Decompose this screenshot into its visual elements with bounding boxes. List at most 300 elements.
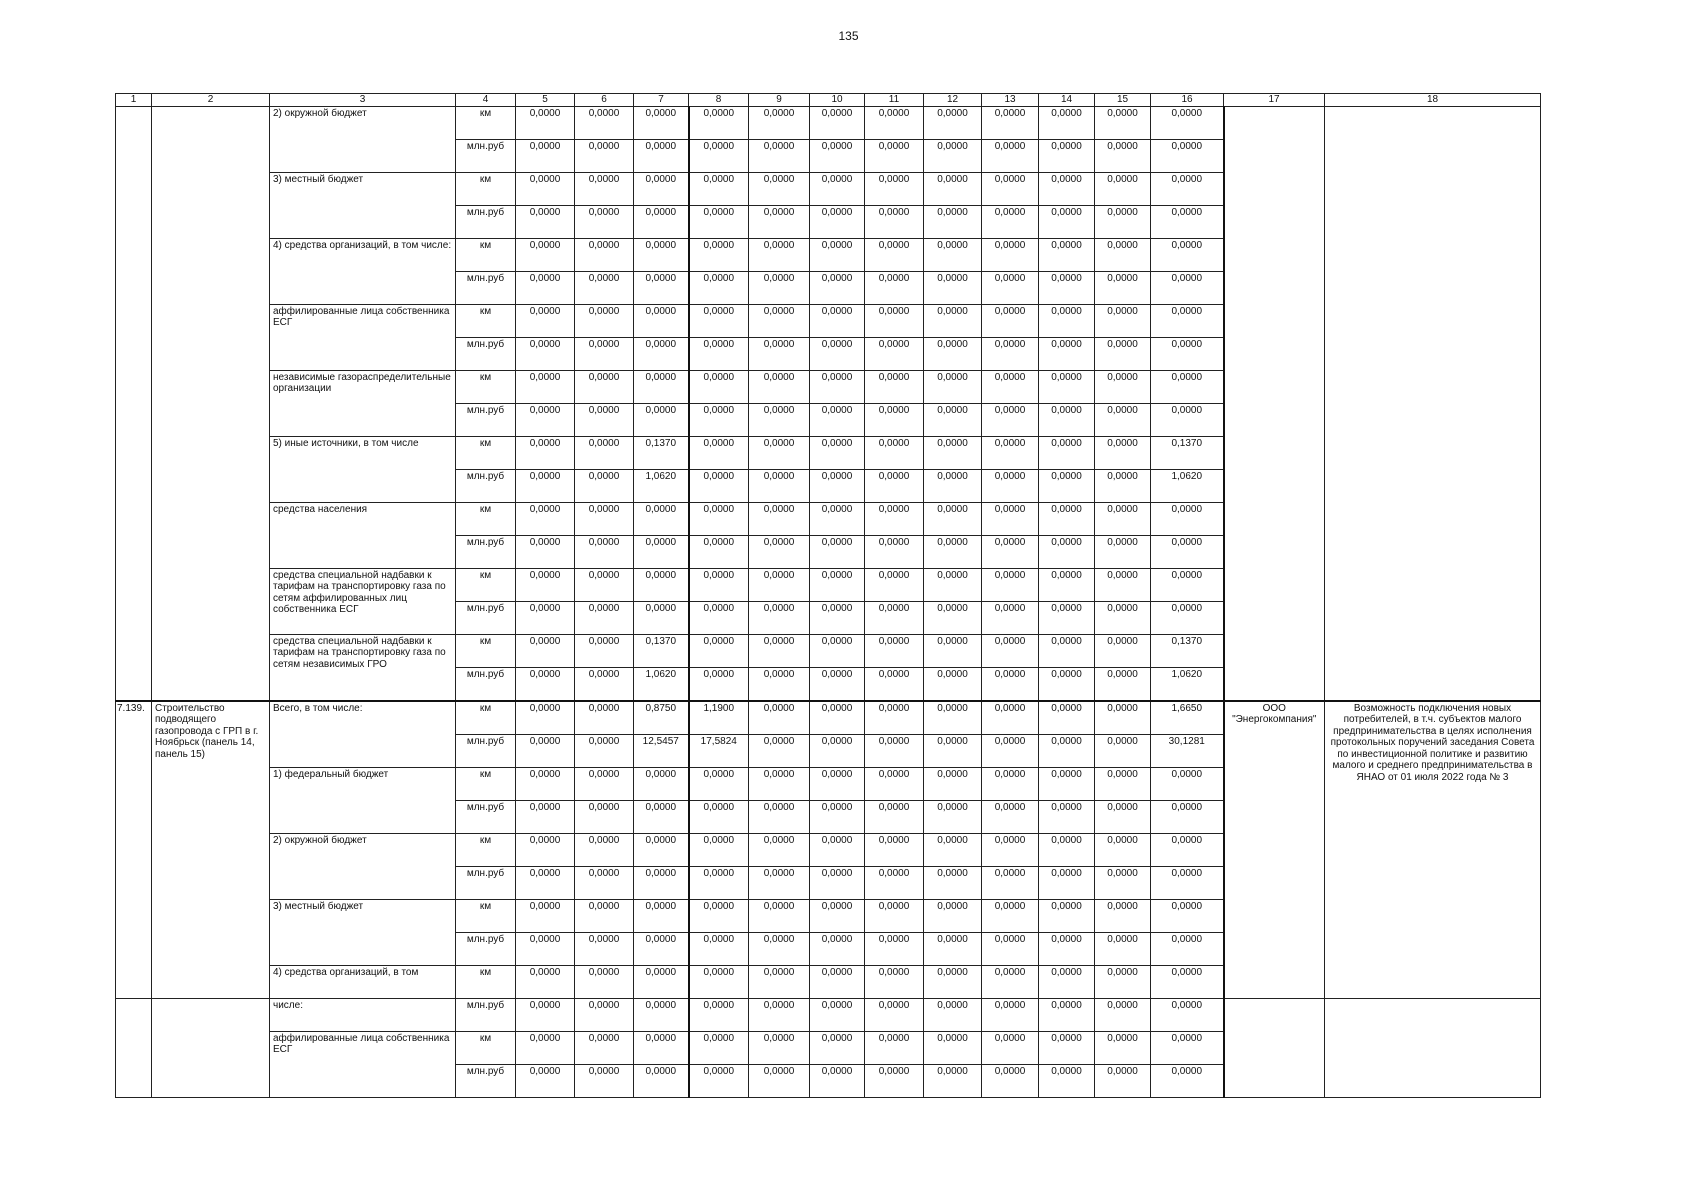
unit-cell: км <box>456 965 516 998</box>
value-cell: 0,0000 <box>1151 238 1224 271</box>
value-cell: 0,0000 <box>575 568 634 601</box>
value-cell: 0,0000 <box>634 238 689 271</box>
value-cell: 0,0000 <box>924 932 982 965</box>
value-cell: 0,0000 <box>982 106 1039 139</box>
value-cell: 0,0000 <box>634 833 689 866</box>
value-cell: 30,1281 <box>1151 734 1224 767</box>
value-cell: 0,0000 <box>1039 701 1095 735</box>
name-cell-empty <box>152 106 270 701</box>
value-cell: 0,0000 <box>1151 271 1224 304</box>
unit-cell: млн.руб <box>456 469 516 502</box>
value-cell: 0,0000 <box>810 205 865 238</box>
source-label: 4) средства организаций, в том числе: <box>270 238 456 304</box>
value-cell: 0,0000 <box>634 1031 689 1064</box>
unit-cell: км <box>456 701 516 735</box>
value-cell: 0,0000 <box>749 899 810 932</box>
unit-cell: млн.руб <box>456 535 516 568</box>
value-cell: 0,0000 <box>1151 601 1224 634</box>
value-cell: 0,8750 <box>634 701 689 735</box>
value-cell: 0,0000 <box>865 899 924 932</box>
value-cell: 0,0000 <box>810 106 865 139</box>
name-cell-empty <box>152 998 270 1097</box>
value-cell: 0,0000 <box>810 701 865 735</box>
value-cell: 0,0000 <box>1095 601 1151 634</box>
value-cell: 0,0000 <box>1151 998 1224 1031</box>
value-cell: 1,0620 <box>1151 667 1224 701</box>
value-cell: 0,0000 <box>1039 436 1095 469</box>
value-cell: 0,0000 <box>865 634 924 667</box>
value-cell: 0,0000 <box>924 436 982 469</box>
column-number: 4 <box>456 94 516 107</box>
source-label: 4) средства организаций, в том <box>270 965 456 998</box>
value-cell: 0,0000 <box>749 172 810 205</box>
note-cell-empty <box>1325 106 1541 701</box>
unit-cell: км <box>456 568 516 601</box>
value-cell: 0,0000 <box>1151 1031 1224 1064</box>
value-cell: 0,0000 <box>1095 833 1151 866</box>
unit-cell: км <box>456 436 516 469</box>
value-cell: 0,0000 <box>1095 899 1151 932</box>
value-cell: 0,0000 <box>575 337 634 370</box>
value-cell: 0,0000 <box>516 370 575 403</box>
value-cell: 0,0000 <box>924 238 982 271</box>
value-cell: 0,0000 <box>810 833 865 866</box>
value-cell: 0,0000 <box>924 370 982 403</box>
value-cell: 0,0000 <box>1151 899 1224 932</box>
value-cell: 0,0000 <box>810 436 865 469</box>
value-cell: 0,0000 <box>1151 866 1224 899</box>
value-cell: 0,0000 <box>810 634 865 667</box>
column-number: 5 <box>516 94 575 107</box>
unit-cell: млн.руб <box>456 734 516 767</box>
value-cell: 0,0000 <box>1151 205 1224 238</box>
unit-cell: км <box>456 502 516 535</box>
value-cell: 0,0000 <box>516 965 575 998</box>
value-cell: 0,0000 <box>1151 767 1224 800</box>
value-cell: 0,0000 <box>1095 734 1151 767</box>
value-cell: 0,0000 <box>689 998 749 1031</box>
unit-cell: км <box>456 370 516 403</box>
value-cell: 0,0000 <box>516 238 575 271</box>
value-cell: 0,0000 <box>634 866 689 899</box>
value-cell: 0,0000 <box>1039 205 1095 238</box>
item-index: 7.139. <box>116 701 152 999</box>
column-number: 10 <box>810 94 865 107</box>
value-cell: 0,0000 <box>634 502 689 535</box>
value-cell: 0,0000 <box>575 767 634 800</box>
value-cell: 0,0000 <box>982 767 1039 800</box>
value-cell: 0,0000 <box>689 469 749 502</box>
value-cell: 0,0000 <box>982 833 1039 866</box>
column-number: 17 <box>1224 94 1325 107</box>
value-cell: 0,0000 <box>865 667 924 701</box>
value-cell: 0,0000 <box>924 568 982 601</box>
executor-cell-empty <box>1224 998 1325 1097</box>
value-cell: 0,0000 <box>516 337 575 370</box>
value-cell: 0,0000 <box>865 998 924 1031</box>
value-cell: 0,0000 <box>865 436 924 469</box>
value-cell: 0,0000 <box>924 634 982 667</box>
value-cell: 0,0000 <box>749 304 810 337</box>
value-cell: 0,0000 <box>634 106 689 139</box>
source-label: 2) окружной бюджет <box>270 106 456 172</box>
value-cell: 0,0000 <box>749 370 810 403</box>
value-cell: 0,0000 <box>634 568 689 601</box>
value-cell: 0,0000 <box>865 337 924 370</box>
value-cell: 0,0000 <box>634 370 689 403</box>
value-cell: 0,0000 <box>810 271 865 304</box>
value-cell: 0,0000 <box>749 1064 810 1097</box>
value-cell: 0,0000 <box>1151 337 1224 370</box>
value-cell: 0,0000 <box>810 238 865 271</box>
value-cell: 0,0000 <box>749 701 810 735</box>
value-cell: 0,0000 <box>1095 238 1151 271</box>
value-cell: 0,0000 <box>689 403 749 436</box>
note-cell-empty <box>1325 998 1541 1097</box>
value-cell: 0,0000 <box>865 205 924 238</box>
value-cell: 0,0000 <box>1095 1031 1151 1064</box>
value-cell: 0,0000 <box>1039 139 1095 172</box>
column-number: 8 <box>689 94 749 107</box>
value-cell: 0,0000 <box>1095 337 1151 370</box>
value-cell: 0,0000 <box>924 271 982 304</box>
value-cell: 0,0000 <box>516 469 575 502</box>
column-number: 15 <box>1095 94 1151 107</box>
value-cell: 0,0000 <box>1039 370 1095 403</box>
value-cell: 0,0000 <box>982 205 1039 238</box>
value-cell: 0,0000 <box>575 667 634 701</box>
unit-cell: млн.руб <box>456 403 516 436</box>
value-cell: 0,0000 <box>1039 667 1095 701</box>
unit-cell: км <box>456 767 516 800</box>
value-cell: 0,0000 <box>810 998 865 1031</box>
value-cell: 0,0000 <box>865 271 924 304</box>
value-cell: 0,0000 <box>516 833 575 866</box>
value-cell: 0,0000 <box>1039 271 1095 304</box>
value-cell: 0,0000 <box>516 304 575 337</box>
value-cell: 0,0000 <box>575 370 634 403</box>
source-label: аффилированные лица собственника ЕСГ <box>270 304 456 370</box>
value-cell: 0,0000 <box>689 767 749 800</box>
value-cell: 0,0000 <box>1151 833 1224 866</box>
value-cell: 0,0000 <box>575 502 634 535</box>
value-cell: 0,0000 <box>982 304 1039 337</box>
value-cell: 0,0000 <box>1039 403 1095 436</box>
item-executor: ООО "Энергокомпания" <box>1224 701 1325 999</box>
value-cell: 0,1370 <box>1151 634 1224 667</box>
unit-cell: млн.руб <box>456 866 516 899</box>
value-cell: 0,0000 <box>575 965 634 998</box>
value-cell: 0,0000 <box>1095 502 1151 535</box>
value-cell: 0,0000 <box>924 866 982 899</box>
value-cell: 0,0000 <box>1151 403 1224 436</box>
unit-cell: млн.руб <box>456 1064 516 1097</box>
value-cell: 0,0000 <box>1095 271 1151 304</box>
value-cell: 0,0000 <box>924 469 982 502</box>
value-cell: 0,0000 <box>924 734 982 767</box>
value-cell: 0,0000 <box>634 965 689 998</box>
value-cell: 0,0000 <box>982 568 1039 601</box>
value-cell: 0,0000 <box>749 403 810 436</box>
value-cell: 0,0000 <box>924 800 982 833</box>
value-cell: 0,0000 <box>924 701 982 735</box>
value-cell: 0,0000 <box>924 1064 982 1097</box>
value-cell: 0,0000 <box>749 634 810 667</box>
value-cell: 0,0000 <box>1151 172 1224 205</box>
value-cell: 0,0000 <box>634 139 689 172</box>
value-cell: 0,0000 <box>575 1031 634 1064</box>
value-cell: 0,0000 <box>516 568 575 601</box>
value-cell: 0,0000 <box>810 172 865 205</box>
value-cell: 0,0000 <box>749 238 810 271</box>
value-cell: 0,0000 <box>924 998 982 1031</box>
value-cell: 0,0000 <box>865 767 924 800</box>
value-cell: 0,0000 <box>982 535 1039 568</box>
value-cell: 0,0000 <box>865 800 924 833</box>
value-cell: 0,0000 <box>982 370 1039 403</box>
column-number-row <box>116 94 1541 107</box>
value-cell: 0,0000 <box>575 734 634 767</box>
value-cell: 0,0000 <box>924 965 982 998</box>
value-cell: 0,0000 <box>1095 800 1151 833</box>
value-cell: 0,0000 <box>634 899 689 932</box>
value-cell: 12,5457 <box>634 734 689 767</box>
value-cell: 0,0000 <box>575 701 634 735</box>
value-cell: 0,0000 <box>749 568 810 601</box>
value-cell: 0,0000 <box>516 634 575 667</box>
column-number: 14 <box>1039 94 1095 107</box>
value-cell: 0,0000 <box>749 998 810 1031</box>
value-cell: 0,0000 <box>1095 965 1151 998</box>
value-cell: 0,0000 <box>516 436 575 469</box>
column-number: 12 <box>924 94 982 107</box>
value-cell: 0,0000 <box>575 535 634 568</box>
value-cell: 0,0000 <box>1095 370 1151 403</box>
source-label: средства специальной надбавки к тарифам на транспортировку газа по сетям аффилированных лиц собственника ЕСГ <box>270 568 456 634</box>
value-cell: 0,0000 <box>516 502 575 535</box>
value-cell: 0,0000 <box>575 238 634 271</box>
value-cell: 0,0000 <box>865 172 924 205</box>
value-cell: 0,0000 <box>1095 866 1151 899</box>
value-cell: 0,0000 <box>689 965 749 998</box>
value-cell: 0,0000 <box>634 205 689 238</box>
source-label: 1) федеральный бюджет <box>270 767 456 833</box>
value-cell: 0,0000 <box>1095 667 1151 701</box>
unit-cell: км <box>456 833 516 866</box>
value-cell: 0,0000 <box>982 701 1039 735</box>
unit-cell: км <box>456 634 516 667</box>
value-cell: 0,0000 <box>575 469 634 502</box>
value-cell: 0,0000 <box>1039 337 1095 370</box>
value-cell: 0,0000 <box>634 535 689 568</box>
value-cell: 0,0000 <box>689 866 749 899</box>
value-cell: 0,0000 <box>924 535 982 568</box>
value-cell: 0,0000 <box>689 634 749 667</box>
value-cell: 0,0000 <box>575 403 634 436</box>
value-cell: 0,0000 <box>1095 106 1151 139</box>
unit-cell: млн.руб <box>456 205 516 238</box>
value-cell: 0,0000 <box>749 800 810 833</box>
value-cell: 0,0000 <box>865 568 924 601</box>
value-cell: 1,1900 <box>689 701 749 735</box>
value-cell: 0,0000 <box>810 370 865 403</box>
unit-cell: млн.руб <box>456 998 516 1031</box>
column-number: 3 <box>270 94 456 107</box>
value-cell: 0,0000 <box>634 767 689 800</box>
value-cell: 0,0000 <box>1039 767 1095 800</box>
value-cell: 0,0000 <box>982 1064 1039 1097</box>
value-cell: 0,0000 <box>982 965 1039 998</box>
source-label: аффилированные лица собственника ЕСГ <box>270 1031 456 1097</box>
value-cell: 0,0000 <box>749 106 810 139</box>
value-cell: 0,0000 <box>810 800 865 833</box>
value-cell: 0,0000 <box>1039 469 1095 502</box>
value-cell: 0,0000 <box>634 601 689 634</box>
value-cell: 0,0000 <box>865 106 924 139</box>
executor-cell-empty <box>1224 106 1325 701</box>
value-cell: 0,0000 <box>1151 502 1224 535</box>
value-cell: 0,0000 <box>810 304 865 337</box>
value-cell: 0,0000 <box>516 734 575 767</box>
value-cell: 0,0000 <box>575 1064 634 1097</box>
value-cell: 0,0000 <box>810 1031 865 1064</box>
unit-cell: км <box>456 106 516 139</box>
value-cell: 0,0000 <box>575 271 634 304</box>
value-cell: 0,0000 <box>982 271 1039 304</box>
unit-cell: км <box>456 1031 516 1064</box>
value-cell: 0,0000 <box>810 734 865 767</box>
value-cell: 0,0000 <box>516 998 575 1031</box>
value-cell: 0,0000 <box>1039 800 1095 833</box>
page-number: 135 <box>838 29 859 43</box>
value-cell: 0,0000 <box>575 106 634 139</box>
source-label: средства специальной надбавки к тарифам на транспортировку газа по сетям независимых ГРО <box>270 634 456 701</box>
index-cell-empty <box>116 106 152 701</box>
value-cell: 0,0000 <box>749 833 810 866</box>
column-number: 1 <box>116 94 152 107</box>
value-cell: 0,0000 <box>634 800 689 833</box>
value-cell: 0,0000 <box>1151 304 1224 337</box>
value-cell: 0,0000 <box>689 106 749 139</box>
value-cell: 0,0000 <box>689 238 749 271</box>
value-cell: 0,0000 <box>749 436 810 469</box>
value-cell: 0,0000 <box>749 767 810 800</box>
value-cell: 0,1370 <box>634 634 689 667</box>
value-cell: 0,0000 <box>749 535 810 568</box>
value-cell: 1,0620 <box>634 469 689 502</box>
column-number: 18 <box>1325 94 1541 107</box>
table-row <box>116 701 1541 735</box>
source-label: средства населения <box>270 502 456 568</box>
value-cell: 0,0000 <box>1039 238 1095 271</box>
value-cell: 0,0000 <box>1039 1064 1095 1097</box>
value-cell: 0,0000 <box>749 502 810 535</box>
value-cell: 0,0000 <box>634 271 689 304</box>
value-cell: 0,0000 <box>924 304 982 337</box>
source-label: независимые газораспределительные организации <box>270 370 456 436</box>
value-cell: 0,0000 <box>749 667 810 701</box>
index-cell-empty <box>116 998 152 1097</box>
value-cell: 0,0000 <box>1095 205 1151 238</box>
value-cell: 0,0000 <box>516 1064 575 1097</box>
value-cell: 0,0000 <box>575 601 634 634</box>
source-label: 3) местный бюджет <box>270 899 456 965</box>
value-cell: 0,0000 <box>516 800 575 833</box>
value-cell: 0,0000 <box>924 667 982 701</box>
value-cell: 0,0000 <box>689 139 749 172</box>
value-cell: 0,0000 <box>865 833 924 866</box>
value-cell: 0,0000 <box>982 734 1039 767</box>
unit-cell: км <box>456 304 516 337</box>
value-cell: 0,0000 <box>810 502 865 535</box>
value-cell: 0,0000 <box>865 932 924 965</box>
unit-cell: млн.руб <box>456 271 516 304</box>
value-cell: 0,0000 <box>1039 734 1095 767</box>
unit-cell: км <box>456 172 516 205</box>
value-cell: 0,0000 <box>689 205 749 238</box>
column-number: 13 <box>982 94 1039 107</box>
value-cell: 0,0000 <box>575 866 634 899</box>
value-cell: 0,0000 <box>516 271 575 304</box>
value-cell: 0,0000 <box>982 899 1039 932</box>
value-cell: 0,0000 <box>1095 535 1151 568</box>
value-cell: 0,0000 <box>575 899 634 932</box>
value-cell: 0,0000 <box>810 932 865 965</box>
value-cell: 0,0000 <box>1039 568 1095 601</box>
value-cell: 0,0000 <box>634 932 689 965</box>
value-cell: 0,0000 <box>1095 1064 1151 1097</box>
value-cell: 0,0000 <box>982 469 1039 502</box>
value-cell: 0,0000 <box>1095 139 1151 172</box>
value-cell: 0,0000 <box>865 139 924 172</box>
value-cell: 0,0000 <box>749 139 810 172</box>
value-cell: 0,0000 <box>1151 535 1224 568</box>
value-cell: 0,0000 <box>516 205 575 238</box>
item-title: Строительство подводящего газопровода с ГРП в г. Ноябрьск (панель 14, панель 15) <box>152 701 270 999</box>
value-cell: 0,0000 <box>865 701 924 735</box>
source-label: 3) местный бюджет <box>270 172 456 238</box>
value-cell: 0,0000 <box>1039 1031 1095 1064</box>
value-cell: 0,0000 <box>1039 601 1095 634</box>
value-cell: 0,0000 <box>516 139 575 172</box>
value-cell: 0,0000 <box>924 205 982 238</box>
value-cell: 0,0000 <box>575 932 634 965</box>
value-cell: 0,0000 <box>516 1031 575 1064</box>
value-cell: 0,0000 <box>924 337 982 370</box>
value-cell: 0,0000 <box>865 601 924 634</box>
value-cell: 0,0000 <box>1151 568 1224 601</box>
column-number: 11 <box>865 94 924 107</box>
value-cell: 0,0000 <box>516 932 575 965</box>
column-number: 2 <box>152 94 270 107</box>
value-cell: 0,0000 <box>865 866 924 899</box>
value-cell: 0,0000 <box>689 502 749 535</box>
value-cell: 0,0000 <box>575 800 634 833</box>
unit-cell: км <box>456 238 516 271</box>
value-cell: 0,0000 <box>689 172 749 205</box>
value-cell: 0,0000 <box>865 734 924 767</box>
value-cell: 0,0000 <box>924 899 982 932</box>
table-row <box>116 106 1541 139</box>
value-cell: 0,0000 <box>749 734 810 767</box>
value-cell: 0,0000 <box>689 601 749 634</box>
unit-cell: млн.руб <box>456 932 516 965</box>
value-cell: 0,0000 <box>982 337 1039 370</box>
value-cell: 0,0000 <box>1039 535 1095 568</box>
value-cell: 0,0000 <box>982 436 1039 469</box>
value-cell: 0,0000 <box>634 304 689 337</box>
value-cell: 0,0000 <box>1039 172 1095 205</box>
